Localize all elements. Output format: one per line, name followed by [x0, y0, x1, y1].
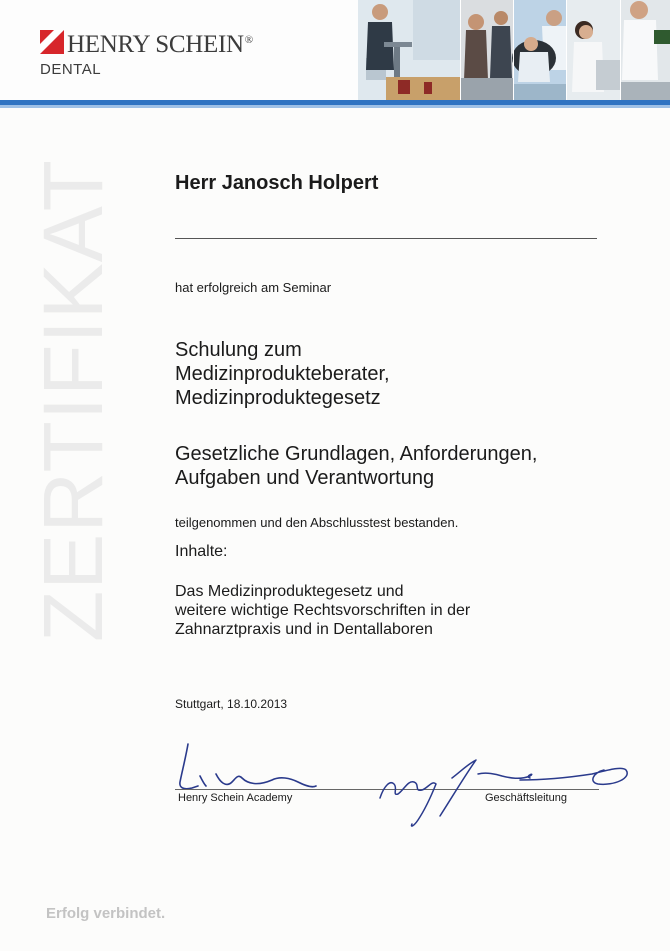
place-date: Stuttgart, 18.10.2013 [175, 697, 288, 711]
contents-heading: Inhalte: [175, 543, 228, 560]
signature-right [370, 750, 632, 830]
photo-technician [621, 0, 670, 100]
signature-label-right: Geschäftsleitung [485, 792, 567, 804]
photo-lecturer [358, 0, 460, 100]
header-photo-strip [358, 0, 670, 100]
header-rule [0, 100, 670, 108]
signature-label-left: Henry Schein Academy [178, 792, 293, 804]
photo-dental-treatment [512, 0, 566, 100]
seminar-subtitle: Gesetzliche Grundlagen, Anforderungen, Aufgaben und Verantwortung [175, 443, 538, 489]
photo-dentist [567, 0, 620, 100]
brand-name-text: HENRY SCHEIN [67, 31, 244, 58]
contents-body: Das Medizinproduktegesetz und weitere wichtige Rechtsvorschriften in der Zahnarztpraxis und in Dentallaboren [175, 583, 471, 638]
footer-slogan: Erfolg verbindet. [46, 905, 166, 922]
henry-schein-star-logo [40, 30, 64, 54]
name-underline [175, 238, 597, 239]
completion-text: teilgenommen und den Abschlusstest bestanden. [175, 515, 459, 530]
photo-audience [461, 0, 513, 100]
header [0, 0, 670, 103]
brand-division: DENTAL [40, 61, 102, 78]
intro-text: hat erfolgreich am Seminar [175, 280, 332, 295]
brand-name [67, 31, 253, 59]
recipient-name: Herr Janosch Holpert [175, 172, 379, 194]
watermark: ZERTIFIKAT [26, 159, 120, 642]
registered-mark: ® [244, 33, 253, 46]
seminar-title: Schulung zum Medizinprodukteberater, Medizinproduktegesetz [175, 339, 390, 409]
